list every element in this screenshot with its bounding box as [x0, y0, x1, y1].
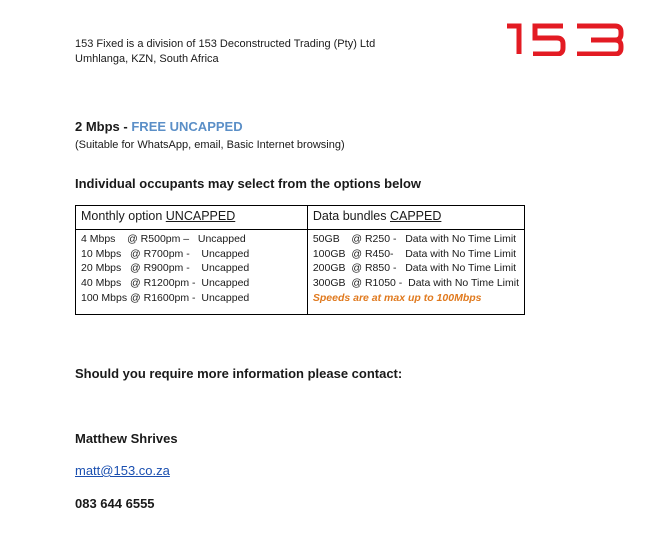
company-line-1: 153 Fixed is a division of 153 Deconstructed Trading (Pty) Ltd: [75, 38, 376, 50]
list-item: 100 Mbps @ R1600pm - Uncapped: [81, 291, 250, 304]
monthly-header-emphasis: UNCAPPED: [165, 209, 236, 223]
contact-email-link[interactable]: matt@153.co.za: [75, 463, 170, 478]
monthly-options-cell: [76, 230, 308, 315]
list-item: 20 Mbps @ R900pm - Uncapped: [81, 262, 250, 275]
contact-phone: 083 644 6555: [75, 496, 155, 511]
list-item: 40 Mbps @ R1200pm - Uncapped: [81, 277, 250, 290]
plan-line: [75, 119, 243, 134]
monthly-header-label: Monthly option: [81, 209, 166, 223]
plan-suitability: (Suitable for WhatsApp, email, Basic Internet browsing): [75, 139, 345, 151]
list-item: 10 Mbps @ R700pm - Uncapped: [81, 247, 250, 260]
153-logo: [505, 20, 625, 56]
speed-note: Speeds are at max up to 100Mbps: [312, 291, 482, 304]
list-item: 300GB @ R1050 - Data with No Time Limit: [312, 277, 519, 290]
options-heading: Individual occupants may select from the options below: [75, 176, 422, 191]
company-line-2: Umhlanga, KZN, South Africa: [75, 53, 219, 65]
company-info: [75, 37, 375, 67]
monthly-option-header: [76, 206, 308, 230]
bundles-header-label: Data bundles: [312, 209, 390, 223]
table-header-row: [76, 206, 525, 230]
list-item: 50GB @ R250 - Data with No Time Limit: [312, 233, 517, 245]
contact-prompt: Should you require more information please contact:: [75, 366, 403, 381]
table-body-row: [76, 230, 525, 315]
data-bundles-cell: [307, 230, 524, 315]
options-table: [75, 205, 525, 315]
plan-speed: 2 Mbps -: [75, 119, 128, 134]
list-item: 4 Mbps @ R500pm – Uncapped: [81, 233, 246, 245]
bundles-header-emphasis: CAPPED: [389, 209, 442, 223]
contact-name: Matthew Shrives: [75, 431, 178, 446]
plan-free-label: FREE UNCAPPED: [131, 119, 243, 134]
list-item: 100GB @ R450- Data with No Time Limit: [312, 247, 517, 260]
list-item: 200GB @ R850 - Data with No Time Limit: [312, 262, 517, 275]
data-bundles-header: [307, 206, 524, 230]
